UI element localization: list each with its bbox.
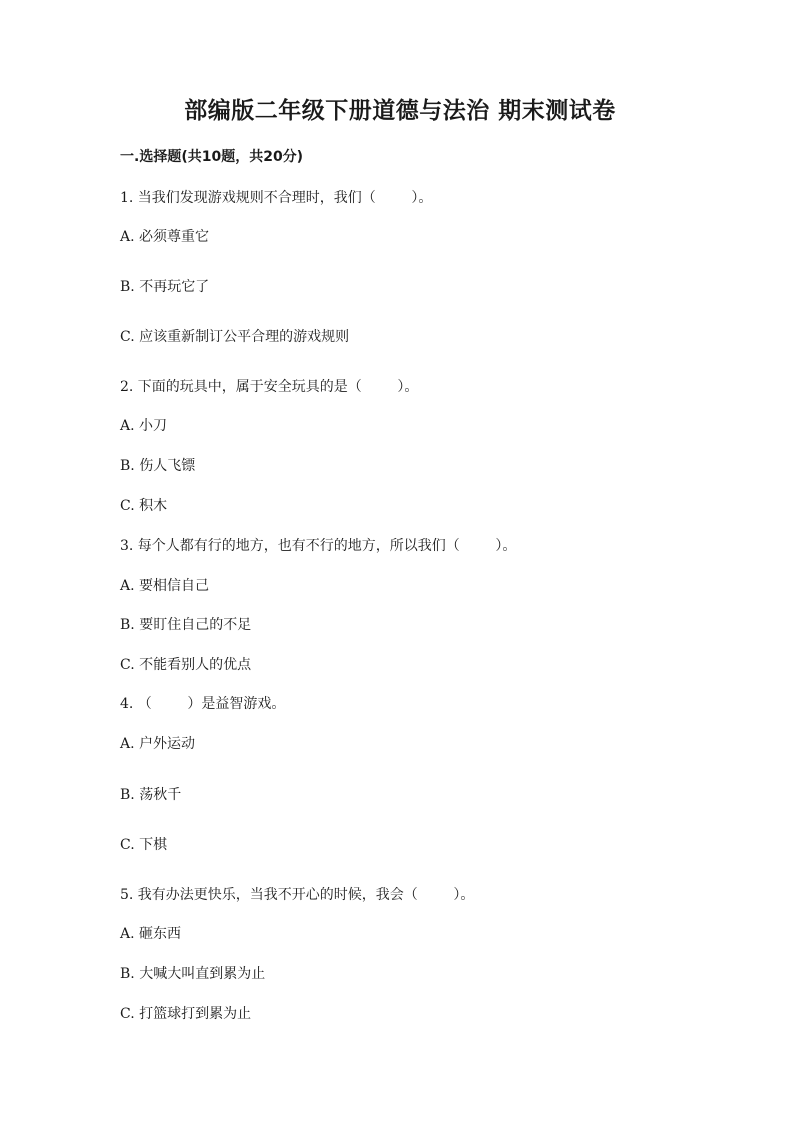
question-4-stem: 4. （ ）是益智游戏。 xyxy=(120,696,286,712)
question-5-option-b: B. 大喊大叫直到累为止 xyxy=(120,966,266,982)
section-heading: 一.选择题(共10题，共20分) xyxy=(120,149,304,165)
question-2-option-c: C. 积木 xyxy=(120,498,168,514)
question-3-option-a: A. 要相信自己 xyxy=(120,578,210,594)
question-1-option-c: C. 应该重新制订公平合理的游戏规则 xyxy=(120,329,350,345)
question-4-option-b: B. 荡秋千 xyxy=(120,787,182,803)
question-3-option-c: C. 不能看别人的优点 xyxy=(120,657,252,673)
question-2-option-b: B. 伤人飞镖 xyxy=(120,458,196,474)
question-5-option-a: A. 砸东西 xyxy=(120,926,182,942)
question-2-stem: 2. 下面的玩具中，属于安全玩具的是（ ）。 xyxy=(120,379,419,395)
page-title: 部编版二年级下册道德与法治 期末测试卷 xyxy=(184,98,616,124)
question-2-option-a: A. 小刀 xyxy=(120,418,168,434)
question-1-stem: 1. 当我们发现游戏规则不合理时，我们（ ）。 xyxy=(120,190,433,206)
question-5-option-c: C. 打篮球打到累为止 xyxy=(120,1006,252,1022)
question-3-stem: 3. 每个人都有行的地方，也有不行的地方，所以我们（ ）。 xyxy=(120,538,517,554)
question-4-option-c: C. 下棋 xyxy=(120,837,168,853)
question-1-option-b: B. 不再玩它了 xyxy=(120,279,210,295)
question-4-option-a: A. 户外运动 xyxy=(120,736,196,752)
question-1-option-a: A. 必须尊重它 xyxy=(120,229,210,245)
question-5-stem: 5. 我有办法更快乐，当我不开心的时候，我会（ ）。 xyxy=(120,887,475,903)
question-3-option-b: B. 要盯住自己的不足 xyxy=(120,617,252,633)
